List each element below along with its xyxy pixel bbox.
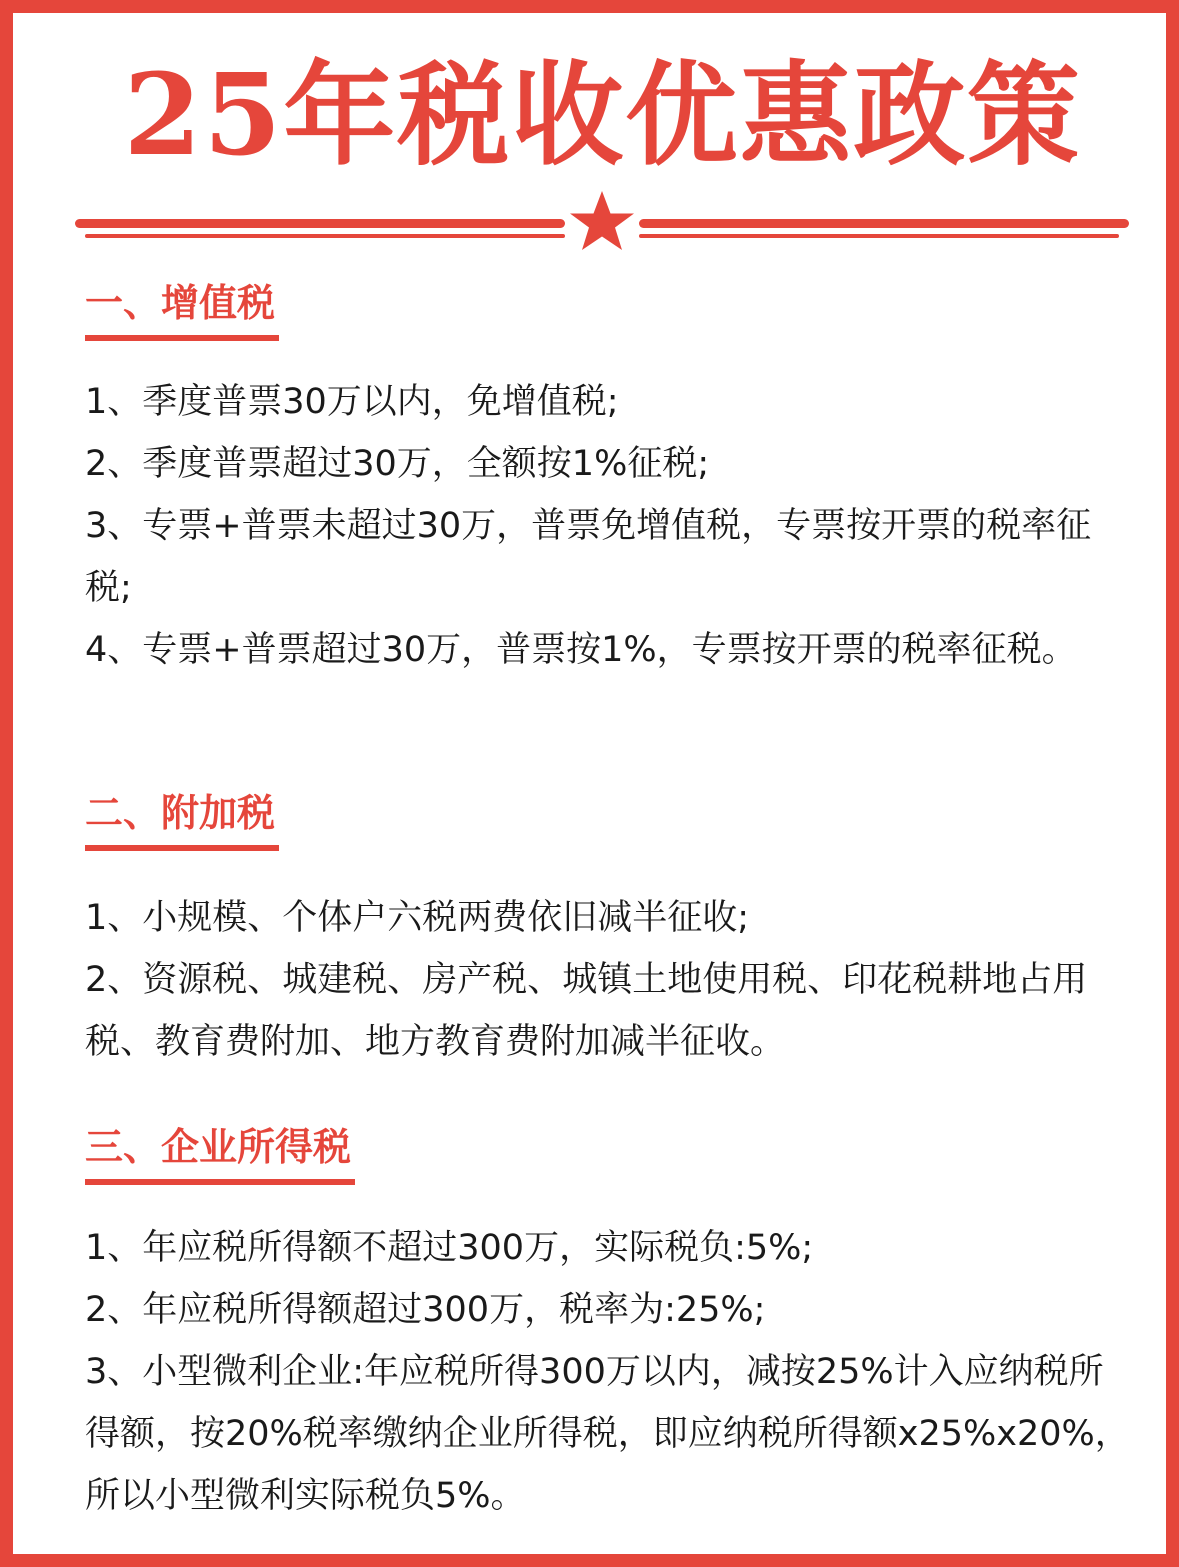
section-list-surcharge	[85, 887, 1130, 1073]
list-item: 3、专票+普票未超过30万，普票免增值税，专票按开票的税率征税;	[85, 506, 1092, 608]
section-heading-cit: 三、企业所得税	[85, 1119, 355, 1185]
list-item: 1、年应税所得额不超过300万，实际税负:5%;	[85, 1228, 814, 1268]
list-item: 1、季度普票30万以内，免增值税;	[85, 382, 619, 422]
star-icon	[570, 191, 634, 250]
section-heading-surcharge: 二、附加税	[85, 785, 279, 851]
list-item: 2、资源税、城建税、房产税、城镇土地使用税、印花税耕地占用税、教育费附加、地方教育费附加减半征收。	[85, 960, 1088, 1062]
title-divider	[71, 189, 1133, 253]
section-list-cit	[85, 1217, 1130, 1527]
section-list-vat	[85, 371, 1130, 681]
page-title: 25年税收优惠政策	[123, 50, 1082, 181]
list-item: 1、小规模、个体户六税两费依旧减半征收;	[85, 898, 750, 938]
list-item: 2、季度普票超过30万，全额按1%征税;	[85, 444, 710, 484]
section-heading-vat: 一、增值税	[85, 275, 279, 341]
list-item: 3、小型微利企业:年应税所得300万以内，减按25%计入应纳税所得额，按20%税率缴纳企业所得税，即应纳税所得额x25%x20%，所以小型微利实际税负5%。	[85, 1352, 1130, 1516]
list-item: 4、专票+普票超过30万，普票按1%，专票按开票的税率征税。	[85, 630, 1077, 670]
list-item: 2、年应税所得额超过300万，税率为:25%;	[85, 1290, 766, 1330]
